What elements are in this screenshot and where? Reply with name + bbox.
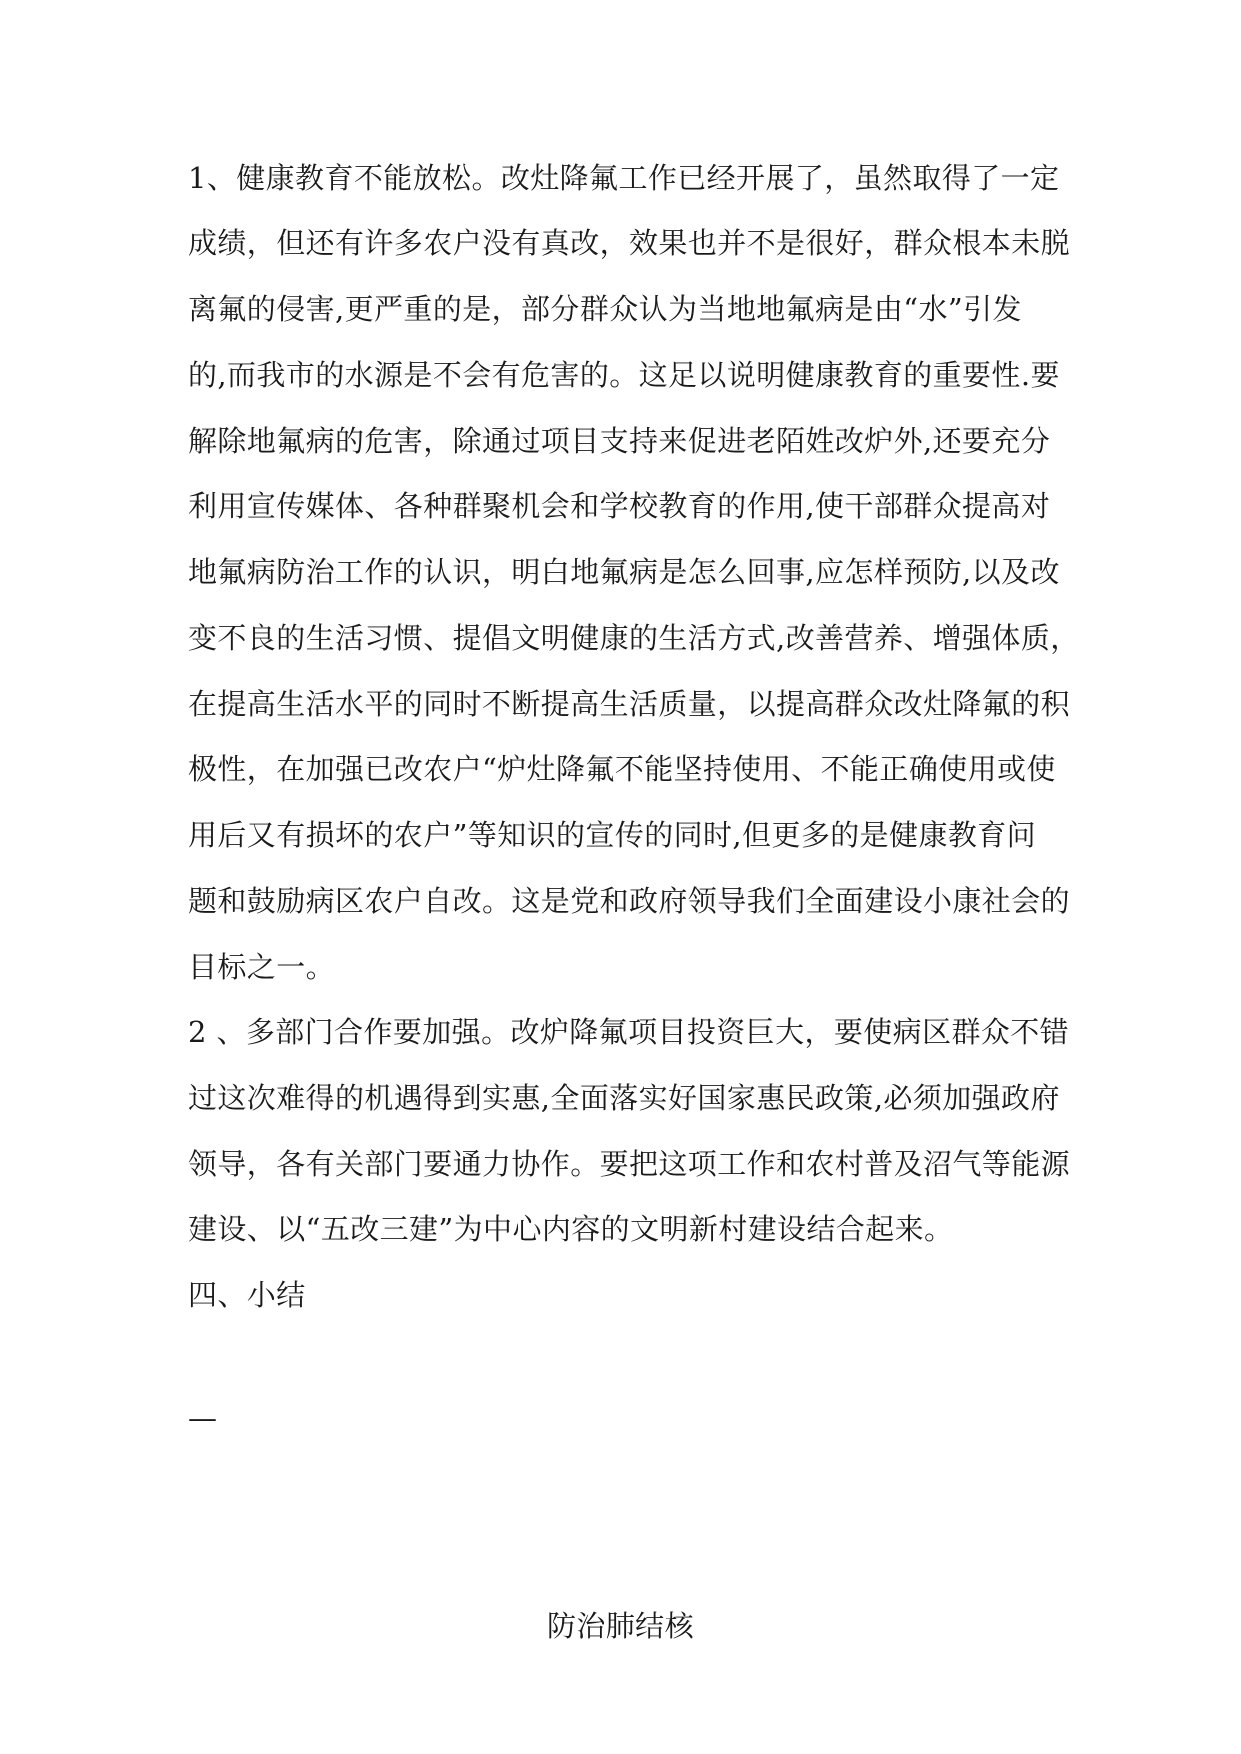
paragraph-line: 在提高生活水平的同时不断提高生活质量，以提高群众改灶降氟的积	[188, 687, 1071, 721]
paragraph-line: 利用宣传媒体、各种群聚机会和学校教育的作用,使干部群众提高对	[188, 489, 1051, 523]
paragraph-line: 过这次难得的机遇得到实惠,全面落实好国家惠民政策,必须加强政府	[188, 1081, 1060, 1115]
paragraph-line: 极性，在加强已改农户“炉灶降氟不能坚持使用、不能正确使用或使	[188, 752, 1056, 786]
paragraph-line: 地氟病防治工作的认识，明白地氟病是怎么回事,应怎样预防,以及改	[188, 555, 1060, 589]
paragraph-line: 解除地氟病的危害，除通过项目支持来促进老陌姓改炉外,还要充分	[188, 424, 1051, 458]
paragraph-line: 目标之一。	[188, 950, 336, 984]
paragraph-line: 领导，各有关部门要通力协作。要把这项工作和农村普及沼气等能源	[188, 1147, 1071, 1181]
dash-mark: —	[188, 1401, 217, 1435]
paragraph-line: 的,而我市的水源是不会有危害的。这足以说明健康教育的重要性.要	[188, 358, 1060, 392]
paragraph-line: 离氟的侵害,更严重的是，部分群众认为当地地氟病是由“水”引发	[188, 292, 1022, 326]
paragraph-line: 变不良的生活习惯、提倡文明健康的生活方式,改善营养、增强体质，	[188, 621, 1080, 655]
section-heading: 四、小结	[188, 1278, 306, 1312]
paragraph-line: 题和鼓励病区农户自改。这是党和政府领导我们全面建设小康社会的	[188, 884, 1071, 918]
footer-title: 防治肺结核	[546, 1609, 694, 1643]
paragraph-line: 成绩，但还有许多农户没有真改，效果也并不是很好，群众根本未脱	[188, 226, 1071, 260]
paragraph-line: 1、健康教育不能放松。改灶降氟工作已经开展了，虽然取得了一定	[188, 161, 1060, 195]
paragraph-line: 2 、多部门合作要加强。改炉降氟项目投资巨大，要使病区群众不错	[188, 1015, 1070, 1049]
paragraph-line: 用后又有损坏的农户”等知识的宣传的同时,但更多的是健康教育问	[188, 818, 1037, 852]
paragraph-line: 建设、以“五改三建”为中心内容的文明新村建设结合起来。	[188, 1212, 954, 1246]
